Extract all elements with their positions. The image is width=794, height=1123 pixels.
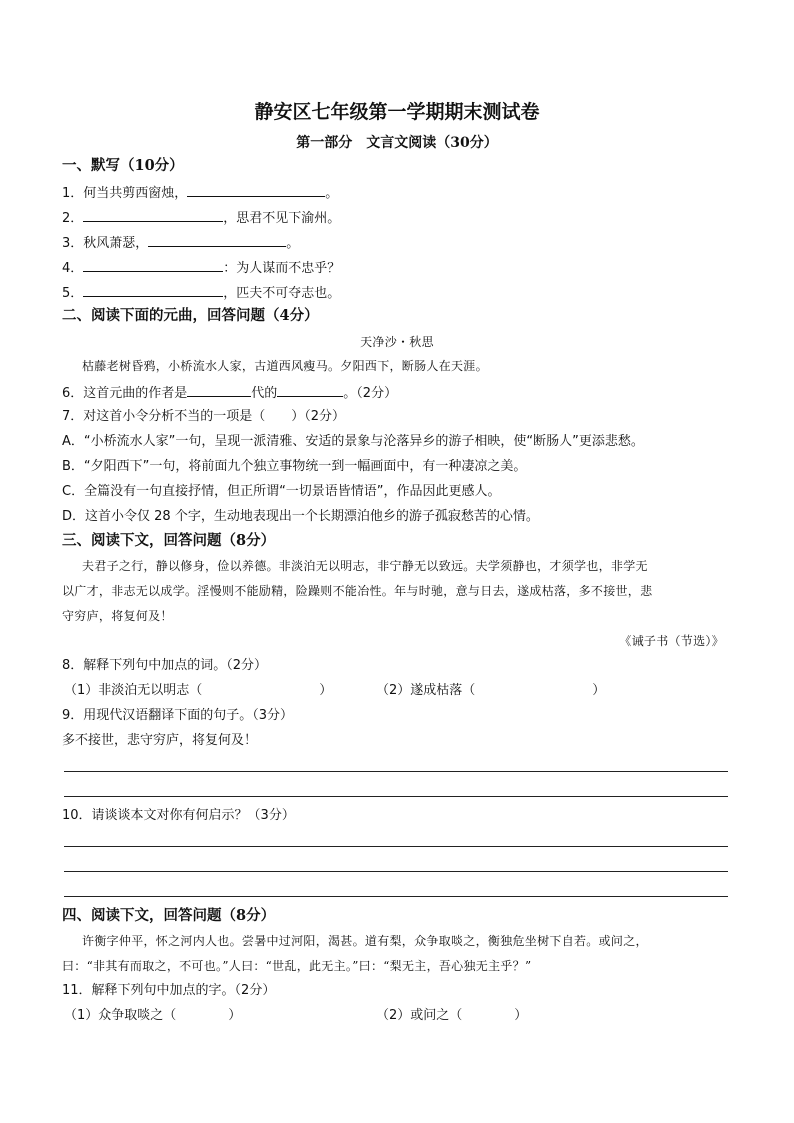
question-2-suffix: ，思君不见下渝州。 [223,211,341,226]
answer-blank[interactable] [83,258,223,272]
question-1-suffix: 。 [325,186,339,201]
question-11: 11．解释下列句中加点的字。（2分） [62,983,276,998]
option-a[interactable]: A．“小桥流水人家”一句，呈现一派清雅、安适的景象与沦落异乡的游子相映，使“断肠人”更添悲愁。 [62,434,644,449]
question-6-prefix: 6．这首元曲的作者是 [62,386,188,401]
question-3-prefix: 3．秋风萧瑟， [62,236,149,251]
passage-line: 以广才，非志无以成学。淫慢则不能励精，险躁则不能冶性。年与时驰，意与日去，遂成枯落，多不接世，悲 [62,584,653,598]
question-8-1[interactable]: （1）非淡泊无以明志（ ） [64,683,333,698]
question-1-prefix: 1．何当共剪西窗烛， [62,186,188,201]
question-5 [62,283,340,303]
answer-line[interactable] [64,846,728,847]
page-title: 静安区七年级第一学期期末测试卷 [254,101,540,123]
passage-source: 《诫子书（节选）》 [619,634,724,648]
option-d[interactable]: D．这首小令仅 28 个字，生动地表现出一个长期漂泊他乡的游子孤寂愁苦的心情。 [62,509,539,524]
section4-heading: 四、阅读下文，回答问题（8分） [62,907,276,924]
question-5-prefix: 5． [62,286,84,301]
answer-line[interactable] [64,896,728,897]
question-9: 9．用现代汉语翻译下面的句子。（3分） [62,708,294,723]
answer-blank[interactable] [187,383,251,397]
passage-line: 许衡字仲平，怀之河内人也。尝暑中过河阳，渴甚。道有梨，众争取啖之，衡独危坐树下自若。或问之， [82,934,648,948]
passage-line: 曰：“非其有而取之，不可也。”人曰：“世乱，此无主。”曰：“梨无主，吾心独无主乎？” [62,959,532,973]
question-2 [62,208,340,228]
question-2-prefix: 2． [62,211,84,226]
section2-heading: 二、阅读下面的元曲，回答问题（4分） [62,307,319,324]
poem-text: 枯藤老树昏鸦，小桥流水人家，古道西风瘦马。夕阳西下，断肠人在天涯。 [82,359,488,373]
passage-line: 守穷庐，将复何及！ [62,609,173,623]
question-10: 10．请谈谈本文对你有何启示？（3分） [62,808,295,823]
question-11-2[interactable]: （2）或问之（ ） [376,1008,528,1023]
question-6-suffix: 。（2分） [343,386,398,401]
answer-blank[interactable] [187,183,325,197]
question-8: 8．解释下列句中加点的词。（2分） [62,658,268,673]
question-7: 7．对这首小令分析不当的一项是（ ）（2分） [62,409,346,424]
question-9-sentence: 多不接世，悲守穷庐，将复何及！ [62,733,258,748]
answer-blank[interactable] [83,283,223,297]
part-subtitle: 第一部分 文言文阅读（30分） [296,135,498,151]
answer-line[interactable] [64,796,728,797]
answer-blank[interactable] [148,233,286,247]
question-11-1[interactable]: （1）众争取啖之（ ） [64,1008,242,1023]
question-4-prefix: 4． [62,261,84,276]
answer-blank[interactable] [83,208,223,222]
question-4-suffix: ：为人谋而不忠乎？ [223,261,341,276]
poem-title: 天净沙・秋思 [360,335,434,349]
question-8-2[interactable]: （2）遂成枯落（ ） [376,683,606,698]
passage-line: 夫君子之行，静以修身，俭以养德。非淡泊无以明志，非宁静无以致远。夫学须静也，才须学也，非学无 [82,559,648,573]
section1-heading: 一、默写（10分） [62,157,184,174]
question-6 [62,383,397,403]
question-6-mid: 代的 [251,386,278,401]
option-b[interactable]: B．“夕阳西下”一句，将前面九个独立事物统一到一幅画面中，有一种凄凉之美。 [62,459,527,474]
answer-line[interactable] [64,871,728,872]
section3-heading: 三、阅读下文，回答问题（8分） [62,532,276,549]
answer-blank[interactable] [277,383,343,397]
option-c[interactable]: C．全篇没有一句直接抒情，但正所谓“一切景语皆情语”，作品因此更感人。 [62,484,501,499]
question-3-suffix: 。 [286,236,300,251]
question-5-suffix: ，匹夫不可夺志也。 [223,286,341,301]
question-1 [62,183,338,203]
question-4 [62,258,340,278]
answer-line[interactable] [64,771,728,772]
question-3 [62,233,299,253]
